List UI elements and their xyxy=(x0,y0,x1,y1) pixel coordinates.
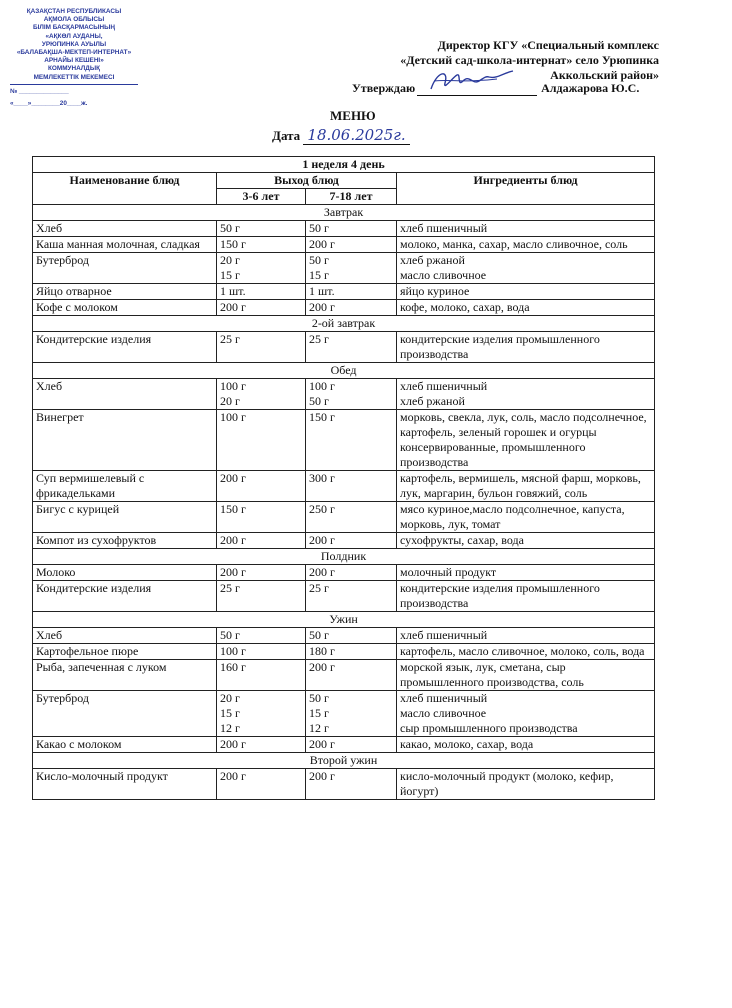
table-row xyxy=(33,221,655,237)
portion-7-18: 25 г xyxy=(306,581,397,612)
approver-name: Алдажарова Ю.С. xyxy=(541,81,640,95)
portion-3-6: 200 г xyxy=(217,471,306,502)
ingredients: кисло-молочный продукт (молоко, кефир, йогурт) xyxy=(397,769,655,800)
ingredients: сухофрукты, сахар, вода xyxy=(397,533,655,549)
portion-3-6: 200 г xyxy=(217,769,306,800)
portion-7-18: 250 г xyxy=(306,502,397,533)
table-row xyxy=(33,533,655,549)
menu-body xyxy=(33,205,655,800)
stamp-line: КОММУНАЛДЫҚ xyxy=(48,65,100,73)
meal-section-row xyxy=(33,316,655,332)
meal-section-title: Обед xyxy=(33,363,655,379)
dish-name: Какао с молоком xyxy=(33,737,217,753)
ingredients: яйцо куриное xyxy=(397,284,655,300)
ingredients: картофель, масло сливочное, молоко, соль, вода xyxy=(397,644,655,660)
dish-name: Яйцо отварное xyxy=(33,284,217,300)
ingredients: кофе, молоко, сахар, вода xyxy=(397,300,655,316)
stamp-line: УРЮПИНКА АУЫЛЫ xyxy=(41,40,107,48)
table-row xyxy=(33,628,655,644)
portion-3-6: 1 шт. xyxy=(217,284,306,300)
table-row xyxy=(33,410,655,471)
ingredients: морковь, свекла, лук, соль, масло подсолнечное, картофель, зеленый горошек и огурцы консервированные, промышленного производства xyxy=(397,410,655,471)
ingredients: мясо куриное,масло подсолнечное, капуста, морковь, лук, томат xyxy=(397,502,655,533)
dish-name: Хлеб xyxy=(33,221,217,237)
meal-section-row xyxy=(33,363,655,379)
dish-name: Кисло-молочный продукт xyxy=(33,769,217,800)
table-row xyxy=(33,660,655,691)
meal-section-row xyxy=(33,612,655,628)
director-line-2: «Детский сад-школа-интернат» село Урюпинка xyxy=(400,53,659,67)
stamp-number-line: № ______________ xyxy=(10,87,69,95)
col-header-ingredients: Ингредиенты блюд xyxy=(397,173,655,205)
dish-name: Винегрет xyxy=(33,410,217,471)
table-row xyxy=(33,300,655,316)
ingredients: молоко, манка, сахар, масло сливочное, соль xyxy=(397,237,655,253)
dish-name: Кондитерские изделия xyxy=(33,581,217,612)
director-line-3: Аккольский район» xyxy=(550,68,659,82)
meal-section-title: Завтрак xyxy=(33,205,655,221)
stamp-text xyxy=(6,8,142,82)
stamp-date-line: «____»________20____ж. xyxy=(10,100,88,108)
dish-name: Картофельное пюре xyxy=(33,644,217,660)
portion-7-18: 150 г xyxy=(306,410,397,471)
portion-3-6: 150 г xyxy=(217,237,306,253)
portion-3-6: 50 г xyxy=(217,221,306,237)
table-row xyxy=(33,471,655,502)
menu-table xyxy=(32,156,655,800)
meal-section-title: Ужин xyxy=(33,612,655,628)
official-stamp xyxy=(6,8,142,144)
portion-3-6: 160 г xyxy=(217,660,306,691)
portion-7-18: 200 г xyxy=(306,565,397,581)
portion-3-6: 200 г xyxy=(217,533,306,549)
portion-3-6: 100 г xyxy=(217,410,306,471)
portion-3-6: 25 г xyxy=(217,581,306,612)
signature-line xyxy=(417,83,537,96)
stamp-line: ҚАЗАҚСТАН РЕСПУБЛИКАСЫ xyxy=(26,8,122,15)
portion-7-18: 50 г 15 г xyxy=(306,253,397,284)
dish-name: Бутерброд xyxy=(33,691,217,737)
portion-7-18: 200 г xyxy=(306,737,397,753)
stamp-line: АҚМОЛА ОБЛЫСЫ xyxy=(43,16,105,24)
dish-name: Бутерброд xyxy=(33,253,217,284)
date-value: 18.06.2025г. xyxy=(303,126,409,145)
stamp-line: МЕМЛЕКЕТТІК МЕКЕМЕСІ xyxy=(33,73,115,81)
portion-3-6: 25 г xyxy=(217,332,306,363)
portion-3-6: 200 г xyxy=(217,300,306,316)
stamp-line: «БАЛАБАҚША-МЕКТЕП-ИНТЕРНАТ» xyxy=(16,49,132,57)
portion-7-18: 300 г xyxy=(306,471,397,502)
portion-7-18: 200 г xyxy=(306,533,397,549)
ingredients: морской язык, лук, сметана, сыр промышленного производства, соль xyxy=(397,660,655,691)
ingredients: хлеб пшеничный xyxy=(397,221,655,237)
portion-3-6: 100 г xyxy=(217,644,306,660)
portion-3-6: 100 г 20 г xyxy=(217,379,306,410)
table-row xyxy=(33,581,655,612)
dish-name: Молоко xyxy=(33,565,217,581)
dish-name: Хлеб xyxy=(33,628,217,644)
col-header-age-3-6: 3-6 лет xyxy=(217,189,306,205)
portion-7-18: 50 г xyxy=(306,628,397,644)
portion-7-18: 25 г xyxy=(306,332,397,363)
portion-7-18: 200 г xyxy=(306,769,397,800)
stamp-divider xyxy=(10,84,138,85)
stamp-line: АРНАЙЫ КЕШЕНІ» xyxy=(44,57,104,65)
page-title: МЕНЮ xyxy=(330,108,376,123)
dish-name: Кофе с молоком xyxy=(33,300,217,316)
table-row xyxy=(33,502,655,533)
meal-section-title: 2-ой завтрак xyxy=(33,316,655,332)
table-row xyxy=(33,237,655,253)
approve-line xyxy=(352,81,639,96)
portion-7-18: 180 г xyxy=(306,644,397,660)
portion-3-6: 50 г xyxy=(217,628,306,644)
ingredients: какао, молоко, сахар, вода xyxy=(397,737,655,753)
portion-7-18: 50 г 15 г 12 г xyxy=(306,691,397,737)
table-row xyxy=(33,769,655,800)
portion-7-18: 200 г xyxy=(306,660,397,691)
dish-name: Кондитерские изделия xyxy=(33,332,217,363)
date-label: Дата xyxy=(272,128,301,143)
portion-7-18: 200 г xyxy=(306,300,397,316)
week-day-row xyxy=(33,157,655,173)
table-row xyxy=(33,332,655,363)
table-row xyxy=(33,644,655,660)
table-row xyxy=(33,565,655,581)
meal-section-row xyxy=(33,205,655,221)
ingredients: молочный продукт xyxy=(397,565,655,581)
ingredients: хлеб пшеничный xyxy=(397,628,655,644)
table-row xyxy=(33,691,655,737)
portion-3-6: 150 г xyxy=(217,502,306,533)
week-day-label: 1 неделя 4 день xyxy=(33,157,655,173)
meal-section-row xyxy=(33,549,655,565)
portion-3-6: 20 г 15 г 12 г xyxy=(217,691,306,737)
dish-name: Суп вермишелевый с фрикадельками xyxy=(33,471,217,502)
director-line-1: Директор КГУ «Специальный комплекс xyxy=(437,38,659,52)
portion-3-6: 200 г xyxy=(217,565,306,581)
header-row xyxy=(33,173,655,189)
dish-name: Бигус с курицей xyxy=(33,502,217,533)
portion-3-6: 20 г 15 г xyxy=(217,253,306,284)
ingredients: хлеб пшеничный хлеб ржаной xyxy=(397,379,655,410)
dish-name: Рыба, запеченная с луком xyxy=(33,660,217,691)
portion-3-6: 200 г xyxy=(217,737,306,753)
signature-mark xyxy=(427,67,517,95)
portion-7-18: 200 г xyxy=(306,237,397,253)
table-row xyxy=(33,379,655,410)
table-row xyxy=(33,253,655,284)
meal-section-title: Второй ужин xyxy=(33,753,655,769)
approve-label: Утверждаю xyxy=(352,81,416,95)
portion-7-18: 1 шт. xyxy=(306,284,397,300)
menu-date xyxy=(272,126,410,145)
ingredients: кондитерские изделия промышленного производства xyxy=(397,581,655,612)
stamp-line: «АҚКӨЛ АУДАНЫ, xyxy=(45,32,103,40)
ingredients: картофель, вермишель, мясной фарш, морковь, лук, маргарин, бульон говяжий, соль xyxy=(397,471,655,502)
ingredients: кондитерские изделия промышленного производства xyxy=(397,332,655,363)
col-header-age-7-18: 7-18 лет xyxy=(306,189,397,205)
meal-section-title: Полдник xyxy=(33,549,655,565)
portion-7-18: 50 г xyxy=(306,221,397,237)
ingredients: хлеб ржаной масло сливочное xyxy=(397,253,655,284)
dish-name: Каша манная молочная, сладкая xyxy=(33,237,217,253)
dish-name: Хлеб xyxy=(33,379,217,410)
ingredients: хлеб пшеничный масло сливочное сыр промышленного производства xyxy=(397,691,655,737)
table-row xyxy=(33,284,655,300)
col-header-name: Наименование блюд xyxy=(33,173,217,205)
meal-section-row xyxy=(33,753,655,769)
stamp-line: БІЛІМ БАСҚАРМАСЫНЫҢ xyxy=(33,24,115,32)
portion-7-18: 100 г 50 г xyxy=(306,379,397,410)
table-row xyxy=(33,737,655,753)
col-header-output: Выход блюд xyxy=(217,173,397,189)
dish-name: Компот из сухофруктов xyxy=(33,533,217,549)
